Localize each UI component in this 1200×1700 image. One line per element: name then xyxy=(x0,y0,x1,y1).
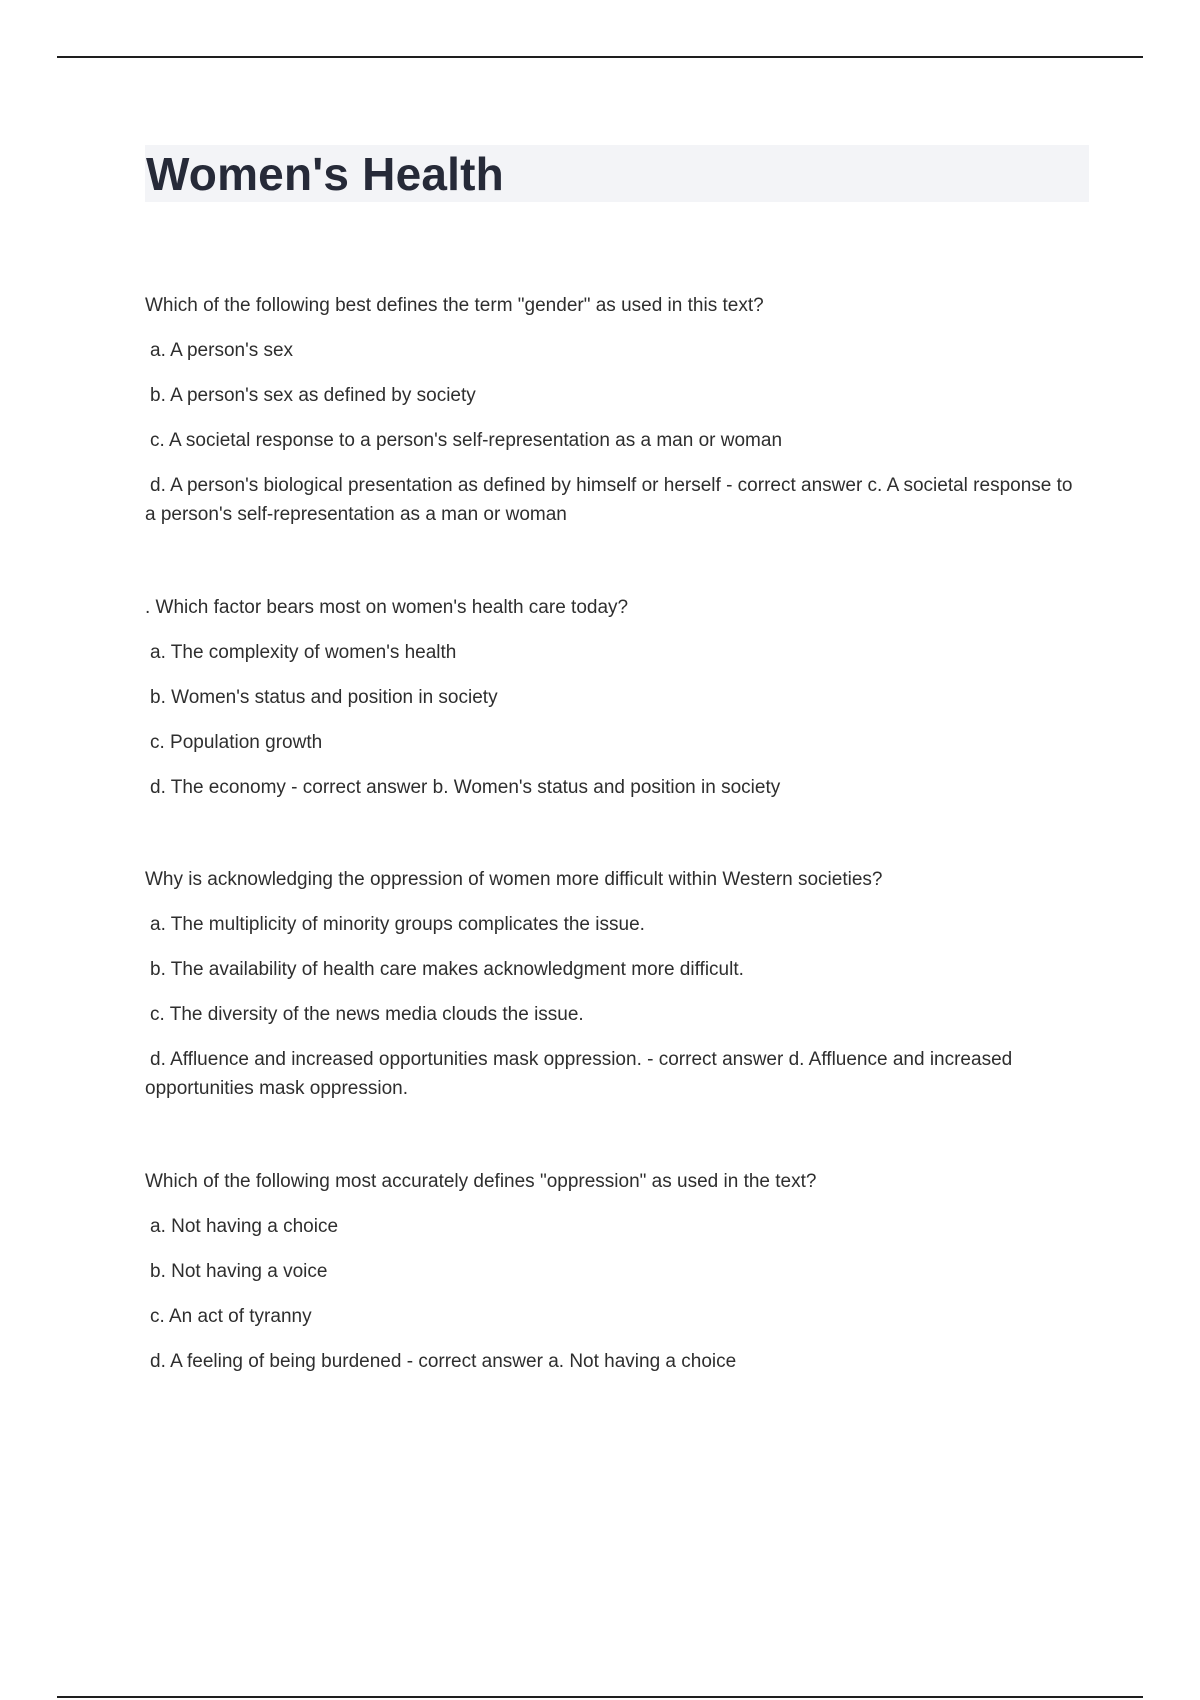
answer-option-d-with-correct-answer: d. A feeling of being burdened - correct answer a. Not having a choice xyxy=(150,1351,737,1372)
answer-option-b: b. A person's sex as defined by society xyxy=(150,385,476,406)
page-title: Women's Health xyxy=(146,148,504,200)
bottom-rule xyxy=(57,1696,1143,1698)
answer-option-a: a. Not having a choice xyxy=(150,1216,339,1237)
answer-option-b: b. Women's status and position in society xyxy=(150,687,498,708)
answer-option-a: a. The multiplicity of minority groups complicates the issue. xyxy=(150,914,645,935)
question-block-4 xyxy=(145,1167,1085,1376)
top-rule xyxy=(57,56,1143,58)
question-block-2 xyxy=(145,593,1085,802)
answer-option-c: c. Population growth xyxy=(150,732,323,753)
question-block-1 xyxy=(145,291,1085,529)
answer-option-b: b. The availability of health care makes acknowledgment more difficult. xyxy=(150,959,744,980)
answer-option-d-with-correct-answer: d. Affluence and increased opportunities mask oppression. - correct answer d. Affluence and increased opportunities mask oppression. xyxy=(145,1049,1013,1099)
question-block-3 xyxy=(145,865,1085,1103)
answer-option-b: b. Not having a voice xyxy=(150,1261,328,1282)
answer-option-c: c. A societal response to a person's self-representation as a man or woman xyxy=(150,430,783,451)
answer-option-a: a. The complexity of women's health xyxy=(150,642,457,663)
question-text: Which of the following best defines the term "gender" as used in this text? xyxy=(145,295,764,316)
answer-option-d-with-correct-answer: d. The economy - correct answer b. Women's status and position in society xyxy=(150,777,781,798)
answer-option-c: c. The diversity of the news media clouds the issue. xyxy=(150,1004,584,1025)
question-text: . Which factor bears most on women's health care today? xyxy=(145,597,629,618)
answer-option-d-with-correct-answer: d. A person's biological presentation as defined by himself or herself - correct answer c. A societal response to a person's self-representation as a man or woman xyxy=(145,475,1073,525)
question-text: Why is acknowledging the oppression of women more difficult within Western societies? xyxy=(145,869,883,890)
answer-option-a: a. A person's sex xyxy=(150,340,294,361)
question-text: Which of the following most accurately defines "oppression" as used in the text? xyxy=(145,1171,817,1192)
answer-option-c: c. An act of tyranny xyxy=(150,1306,312,1327)
